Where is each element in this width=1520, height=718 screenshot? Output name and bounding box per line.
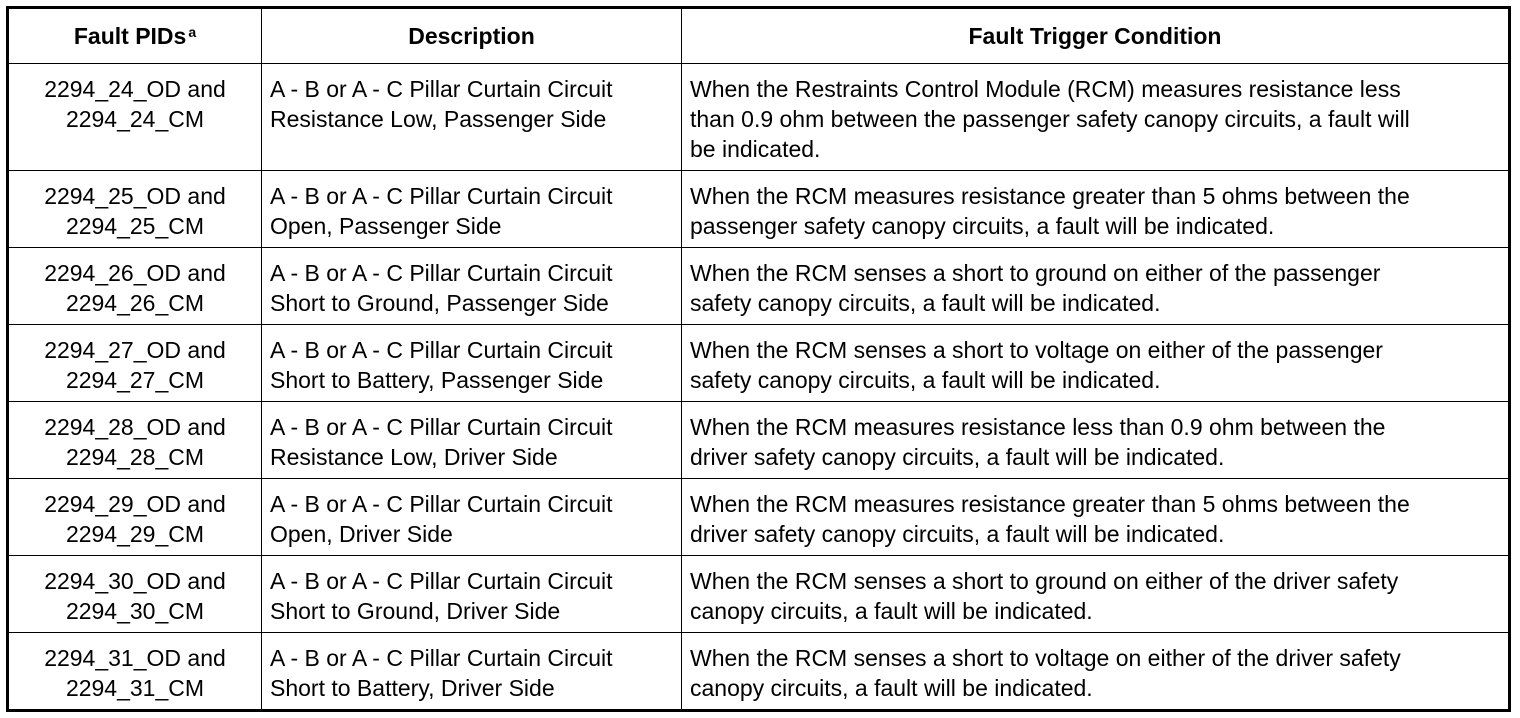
table-row (8, 556, 1510, 633)
fault-pid-cell-line: 2294_26_CM (65, 290, 205, 316)
fault-pid-cell (8, 556, 262, 633)
trigger-condition-cell-line: safety canopy circuits, a fault will be indicated. (690, 367, 1161, 393)
trigger-condition-cell (682, 479, 1510, 556)
fault-pid-cell-line: 2294_29_OD and (44, 491, 226, 517)
description-cell-line: Resistance Low, Passenger Side (270, 106, 607, 132)
fault-pid-cell (8, 325, 262, 402)
description-cell (262, 325, 682, 402)
trigger-condition-cell-line: When the RCM senses a short to ground on either of the passenger (690, 260, 1381, 286)
description-cell-line: Short to Ground, Passenger Side (270, 290, 609, 316)
description-cell-line: A - B or A - C Pillar Curtain Circuit (270, 76, 613, 102)
description-cell-line: Resistance Low, Driver Side (270, 444, 558, 470)
description-cell (262, 479, 682, 556)
trigger-condition-cell (682, 556, 1510, 633)
fault-pid-cell (8, 402, 262, 479)
fault-pid-cell-line: 2294_25_OD and (44, 183, 226, 209)
trigger-condition-cell-line: When the RCM measures resistance greater than 5 ohms between the (690, 183, 1410, 209)
description-cell-line: A - B or A - C Pillar Curtain Circuit (270, 645, 613, 671)
fault-pid-cell-line: 2294_31_OD and (44, 645, 226, 671)
table-row (8, 479, 1510, 556)
fault-pid-cell-line: 2294_28_CM (65, 444, 205, 470)
trigger-condition-cell-line: passenger safety canopy circuits, a fault will be indicated. (690, 213, 1275, 239)
header-fault-trigger-condition: Fault Trigger Condition (682, 8, 1510, 64)
table-row (8, 633, 1510, 711)
description-cell (262, 633, 682, 711)
table-header (8, 8, 1510, 64)
description-cell-line: Short to Battery, Passenger Side (270, 367, 604, 393)
description-cell-line: A - B or A - C Pillar Curtain Circuit (270, 183, 613, 209)
description-cell (262, 402, 682, 479)
trigger-condition-cell (682, 171, 1510, 248)
fault-pid-cell-line: 2294_25_CM (65, 213, 205, 239)
header-row (8, 8, 1510, 64)
trigger-condition-cell (682, 325, 1510, 402)
description-cell-line: Open, Driver Side (270, 521, 453, 547)
description-cell (262, 171, 682, 248)
footnote-marker: a (188, 24, 197, 40)
fault-pid-cell-line: 2294_28_OD and (44, 414, 226, 440)
description-cell-line: A - B or A - C Pillar Curtain Circuit (270, 491, 613, 517)
trigger-condition-cell-line: When the RCM senses a short to voltage on either of the passenger (690, 337, 1383, 363)
trigger-condition-cell-line: When the RCM senses a short to voltage on either of the driver safety (690, 645, 1401, 671)
trigger-condition-cell (682, 248, 1510, 325)
fault-pid-cell-line: 2294_24_OD and (44, 76, 226, 102)
trigger-condition-cell-line: canopy circuits, a fault will be indicated. (690, 675, 1093, 701)
trigger-condition-cell-line: When the RCM measures resistance less than 0.9 ohm between the (690, 414, 1386, 440)
header-fault-pids-label: Fault PIDs (73, 23, 187, 49)
description-cell-line: Open, Passenger Side (270, 213, 502, 239)
fault-pid-cell-line: 2294_29_CM (65, 521, 205, 547)
table-row (8, 402, 1510, 479)
fault-pid-cell-line: 2294_27_OD and (44, 337, 226, 363)
fault-pid-cell-line: 2294_30_OD and (44, 568, 226, 594)
trigger-condition-cell-line: be indicated. (690, 136, 821, 162)
description-cell (262, 64, 682, 171)
fault-pid-cell (8, 248, 262, 325)
trigger-condition-cell (682, 64, 1510, 171)
fault-pid-cell (8, 479, 262, 556)
description-cell-line: A - B or A - C Pillar Curtain Circuit (270, 260, 613, 286)
header-description: Description (262, 8, 682, 64)
description-cell-line: Short to Ground, Driver Side (270, 598, 561, 624)
description-cell (262, 248, 682, 325)
header-fault-pids (8, 8, 262, 64)
table-row (8, 248, 1510, 325)
fault-pid-cell-line: 2294_27_CM (65, 367, 205, 393)
trigger-condition-cell-line: than 0.9 ohm between the passenger safety canopy circuits, a fault will (690, 106, 1410, 132)
trigger-condition-cell-line: canopy circuits, a fault will be indicated. (690, 598, 1093, 624)
description-cell-line: A - B or A - C Pillar Curtain Circuit (270, 414, 613, 440)
description-cell-line: A - B or A - C Pillar Curtain Circuit (270, 337, 613, 363)
description-cell-line: A - B or A - C Pillar Curtain Circuit (270, 568, 613, 594)
fault-pid-cell-line: 2294_31_CM (65, 675, 205, 701)
table-row (8, 325, 1510, 402)
trigger-condition-cell-line: driver safety canopy circuits, a fault will be indicated. (690, 521, 1225, 547)
trigger-condition-cell-line: When the Restraints Control Module (RCM) measures resistance less (690, 76, 1401, 102)
trigger-condition-cell-line: When the RCM measures resistance greater than 5 ohms between the (690, 491, 1410, 517)
fault-pid-cell-line: 2294_24_CM (65, 106, 205, 132)
description-cell-line: Short to Battery, Driver Side (270, 675, 555, 701)
description-cell (262, 556, 682, 633)
table-body (8, 64, 1510, 711)
trigger-condition-cell-line: safety canopy circuits, a fault will be indicated. (690, 290, 1161, 316)
trigger-condition-cell-line: driver safety canopy circuits, a fault will be indicated. (690, 444, 1225, 470)
fault-pid-cell (8, 633, 262, 711)
fault-pid-cell (8, 171, 262, 248)
trigger-condition-cell-line: When the RCM senses a short to ground on either of the driver safety (690, 568, 1399, 594)
fault-pid-table (6, 6, 1511, 712)
fault-pid-cell-line: 2294_26_OD and (44, 260, 226, 286)
trigger-condition-cell (682, 633, 1510, 711)
table-row (8, 64, 1510, 171)
trigger-condition-cell (682, 402, 1510, 479)
fault-pid-cell (8, 64, 262, 171)
fault-pid-cell-line: 2294_30_CM (65, 598, 205, 624)
table-row (8, 171, 1510, 248)
